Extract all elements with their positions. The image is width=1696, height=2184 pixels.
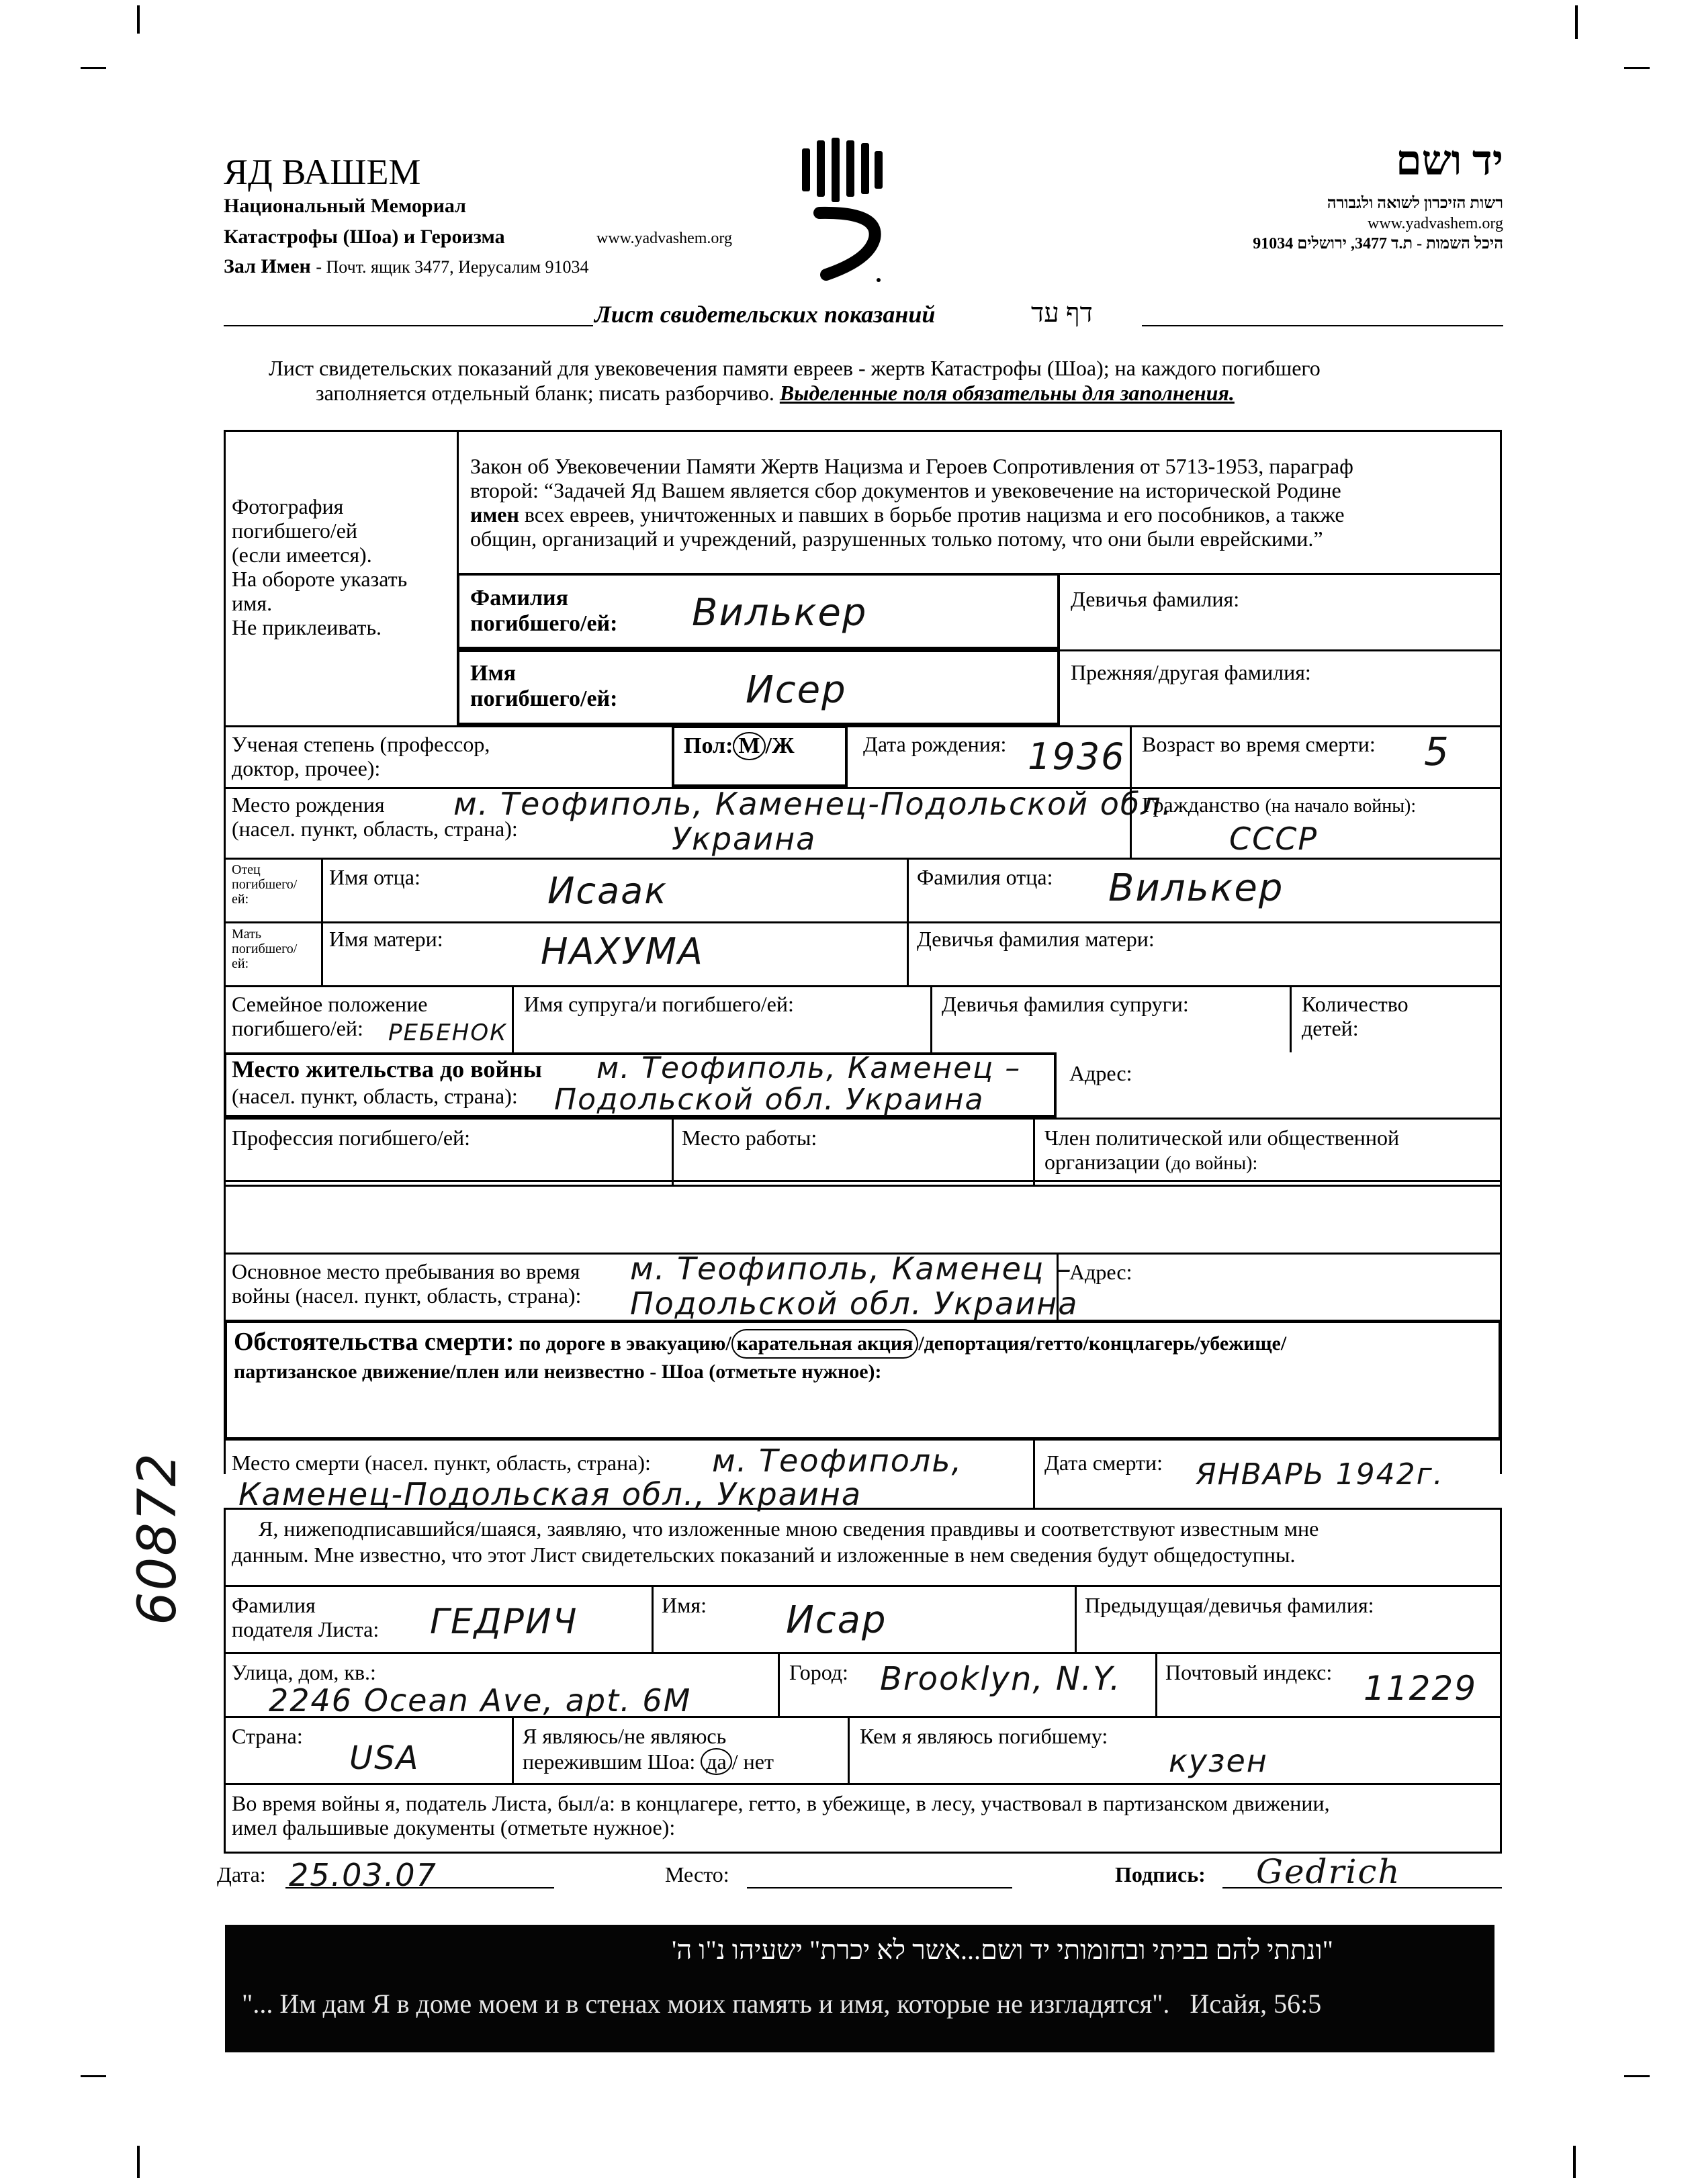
maiden-rule — [1060, 649, 1502, 651]
photo-instructions — [232, 494, 407, 639]
name-l2: погибшего/ей: — [470, 686, 618, 711]
hall-bold: Зал Имен — [224, 255, 311, 277]
member-l2: организации — [1044, 1150, 1160, 1174]
mother-side-3: ей: — [232, 956, 249, 971]
residence-label — [232, 1056, 542, 1109]
margin-number: 60872 — [128, 1451, 188, 1625]
profession-divider — [672, 1118, 674, 1185]
circ-opt-punitive-circled[interactable]: карательная акция — [731, 1329, 919, 1359]
zip-label: Почтовый индекс: — [1165, 1660, 1333, 1684]
photo-l3: (если имеется). — [232, 543, 372, 567]
spouse-maiden-label: Девичья фамилия супруги: — [942, 992, 1189, 1016]
circ-opt-c[interactable]: /депортация/гетто/концлагерь/убежище/ — [918, 1332, 1287, 1355]
survivor-divider — [848, 1716, 850, 1783]
dob-value: 1936 — [1028, 735, 1126, 778]
profession-label: Профессия погибшего/ей: — [232, 1126, 471, 1150]
father-name-value: Исаак — [547, 870, 668, 912]
he-line-2: רשות הזיכרון לשואה ולגבורה — [1327, 195, 1503, 212]
banner-hebrew: "ונתתי להם בביתי ובחומותי יד ושם...אשר לא יכרת" ישעיהו נ"ו ה' — [672, 1935, 1333, 1965]
father-surname-value: Вилькер — [1108, 866, 1284, 910]
prev-surname-label: Прежняя/другая фамилия: — [1071, 660, 1311, 684]
survivor-yes-circled[interactable]: да — [701, 1748, 731, 1775]
hall-of-names — [224, 255, 589, 278]
row-rule — [224, 1118, 1502, 1120]
cit-label — [1142, 792, 1416, 817]
form-title-he: דף עד — [1031, 298, 1093, 328]
death-place-label: Место смерти (насел. пункт, область, страна): — [232, 1451, 651, 1475]
signature[interactable]: Gedrich — [1256, 1852, 1401, 1891]
hall-address: - Почт. ящик 3477, Иерусалим 91034 — [316, 257, 589, 277]
dob-label: Дата рождения: — [863, 732, 1007, 756]
sex-female[interactable]: /Ж — [765, 733, 795, 758]
intro-text: заполняется отдельный бланк; писать разборчиво. — [316, 381, 774, 405]
death-date-label: Дата смерти: — [1044, 1451, 1163, 1475]
wartime-question — [232, 1791, 1330, 1839]
submitter-name-value: Исар — [786, 1598, 887, 1642]
survivor-field — [523, 1724, 774, 1775]
scan-mark — [137, 2146, 140, 2178]
street-divider — [778, 1652, 780, 1716]
surname-l1: Фамилия — [470, 586, 569, 610]
degree-l1: Ученая степень (профессор, — [232, 732, 490, 756]
yad-vashem-logo-icon — [799, 138, 887, 285]
row-rule — [224, 921, 1502, 923]
submitter-surname-value: ГЕДРИЧ — [430, 1602, 578, 1642]
mother-side-label — [232, 927, 297, 971]
row-rule — [224, 858, 1502, 860]
scan-mark — [1624, 2075, 1650, 2077]
children-divider — [1290, 985, 1292, 1052]
scan-mark — [81, 67, 106, 69]
workplace-divider — [1033, 1118, 1035, 1185]
mother-name-label: Имя матери: — [329, 927, 443, 951]
row-rule — [224, 1585, 1502, 1587]
country-divider — [512, 1716, 514, 1783]
circ-bold: Обстоятельства смерти: — [234, 1328, 515, 1356]
maiden-label: Девичья фамилия: — [1071, 587, 1240, 611]
spouse-divider — [930, 985, 932, 1052]
surname-value: Вилькер — [692, 591, 868, 635]
death-divider — [1033, 1441, 1035, 1508]
sex-male-circled[interactable]: М — [733, 732, 765, 760]
submitter-surname-l1: Фамилия — [232, 1593, 316, 1617]
death-place-value-1: м. Теофиполь, — [712, 1443, 963, 1479]
circ-l2: партизанское движение/плен или неизвестно - Шоа (отметьте нужное): — [234, 1361, 882, 1383]
marital-l1: Семейное положение — [232, 992, 428, 1016]
age-divider — [1130, 725, 1132, 787]
mother-name-value: НАХУМА — [541, 930, 704, 972]
wartime-divider — [1057, 1253, 1059, 1320]
org-name-ru: ЯД ВАШЕМ — [224, 152, 421, 192]
father-side-2: погибшего/ — [232, 877, 298, 892]
wartime-value-1: м. Теофиполь, Каменец – — [630, 1250, 1073, 1287]
member-l1: Член политической или общественной — [1044, 1126, 1400, 1150]
scan-mark — [1624, 67, 1650, 69]
cit-value: СССР — [1229, 821, 1319, 857]
surname-label — [470, 586, 617, 637]
residence-l1: Место жительства до войны — [232, 1056, 542, 1083]
intro-line-1: Лист свидетельских показаний для увековечения памяти евреев - жертв Катастрофы (Шоа); на каждого погибшего — [269, 356, 1321, 380]
children-l1: Количество — [1302, 992, 1409, 1016]
circumstances-text — [234, 1328, 1497, 1385]
pob-l2: (насел. пункт, область, страна): — [232, 817, 518, 841]
member-label — [1044, 1126, 1399, 1175]
mother-side-1: Мать — [232, 927, 262, 942]
children-l2: детей: — [1302, 1016, 1359, 1040]
workplace-label: Место работы: — [682, 1126, 817, 1150]
pob-value-1: м. Теофиполь, Каменец-Подольской обл. — [453, 786, 1173, 822]
org-line-3: Катастрофы (Шоа) и Героизма — [224, 226, 505, 248]
marital-l2: погибшего/ей: — [232, 1016, 363, 1040]
marital-divider — [512, 985, 514, 1052]
photo-l6: Не приклеивать. — [232, 615, 382, 639]
date-value[interactable]: 25.03.07 — [289, 1857, 437, 1893]
submitter-divider — [652, 1585, 654, 1652]
scan-mark — [1575, 5, 1578, 39]
surname-l2: погибшего/ей: — [470, 611, 618, 636]
row-rule — [224, 1652, 1502, 1654]
pob-l1: Место рождения — [232, 792, 385, 817]
url-left: www.yadvashem.org — [596, 230, 732, 247]
cit-label-small: (на начало войны): — [1265, 796, 1417, 817]
law-l3 — [470, 502, 1498, 527]
father-surname-label: Фамилия отца: — [917, 865, 1053, 889]
name-label — [470, 661, 617, 712]
wartime-address-label: Адрес: — [1069, 1260, 1132, 1284]
circ-opt-a[interactable]: по дороге в эвакуацию/ — [514, 1332, 731, 1355]
country-value: USA — [349, 1739, 420, 1777]
declaration-line-2: данным. Мне известно, что этот Лист свидетельских показаний и изложенные в нем сведения будут общедоступны. — [232, 1543, 1296, 1567]
scan-mark — [81, 2075, 106, 2077]
wartime-l1: Основное место пребывания во время — [232, 1259, 580, 1283]
submitter-prev-label: Предыдущая/девичья фамилия: — [1085, 1593, 1374, 1617]
date-label: Дата: — [217, 1862, 266, 1886]
photo-l4: На обороте указать — [232, 567, 408, 591]
banner-russian: "... Им дам Я в доме моем и в стенах моих память и имя, которые не изгладятся". Исайя, 56:5 — [242, 1989, 1322, 2019]
url-right: www.yadvashem.org — [1368, 215, 1503, 232]
submitter-divider-2 — [1075, 1585, 1077, 1652]
death-place-value-2: Каменец-Подольская обл., Украина — [238, 1476, 862, 1512]
scan-mark — [1573, 2146, 1576, 2178]
wartime-label — [232, 1259, 581, 1308]
relation-value: кузен — [1169, 1743, 1268, 1779]
law-l3-rest: всех евреев, уничтоженных и павших в борьбе против нацизма и его пособников, а также — [519, 502, 1345, 527]
residence-value-2: Подольской обл. Украина — [554, 1083, 985, 1117]
cit-divider — [1130, 787, 1132, 858]
wartime-q1: Во время войны я, податель Листа, был/а: в концлагере, гетто, в убежище, в лесу, участвовал в партизанском движении, — [232, 1791, 1330, 1815]
wartime-value-2: Подольской обл. Украина — [630, 1285, 1079, 1322]
street-value: 2246 Ocean Ave, apt. 6M — [269, 1682, 692, 1719]
law-l1: Закон об Увековечении Памяти Жертв Нацизма и Героев Сопротивления от 5713-1953, параграф — [470, 454, 1353, 478]
law-l2: второй: “Задачей Яд Вашем является сбор документов и увековечение на исторической Родине — [470, 478, 1341, 502]
law-text — [470, 454, 1498, 551]
photo-l1: Фотография — [232, 494, 344, 518]
photo-l5: имя. — [232, 591, 273, 615]
photo-l2: погибшего/ей — [232, 518, 358, 543]
degree-l2: доктор, прочее): — [232, 756, 381, 780]
survivor-no[interactable]: / нет — [731, 1749, 774, 1774]
name-l1: Имя — [470, 661, 516, 686]
form-title: Лист свидетельских показаний — [594, 301, 936, 328]
marital-value: РЕБЕНОК — [388, 1019, 508, 1046]
title-rule-right — [1142, 325, 1503, 326]
wartime-l2: войны (насел. пункт, область, страна): — [232, 1283, 582, 1308]
org-line-2: Национальный Мемориал — [224, 195, 466, 217]
row-rule — [224, 1783, 1502, 1785]
sign-label: Подпись: — [1115, 1862, 1206, 1886]
law-l4: общин, организаций и учреждений, разрушенных только потому, что они были еврейскими.” — [470, 527, 1323, 551]
country-label: Страна: — [232, 1724, 303, 1748]
age-value: 5 — [1424, 729, 1450, 774]
declaration-line-1: Я, нижеподписавшийся/шаяся, заявляю, что изложенные мною сведения правдивы и соответствуют известным мне — [259, 1516, 1319, 1541]
city-label: Город: — [789, 1660, 848, 1684]
title-rule-left — [224, 325, 593, 326]
place-label: Место: — [665, 1862, 729, 1886]
submitter-name-label: Имя: — [662, 1593, 707, 1617]
relation-label: Кем я являюсь погибшему: — [860, 1724, 1108, 1748]
survivor-l2: пережившим Шоа: — [523, 1749, 696, 1774]
degree-label — [232, 732, 490, 780]
place-line[interactable] — [747, 1887, 1012, 1889]
death-date-value: ЯНВАРЬ 1942г. — [1196, 1457, 1444, 1492]
city-value: Brooklyn, N.Y. — [880, 1660, 1122, 1698]
name-value: Исер — [746, 668, 847, 712]
residence-l2: (насел. пункт, область, страна): — [232, 1084, 518, 1108]
survivor-l1: Я являюсь/не являюсь — [523, 1724, 727, 1748]
age-label: Возраст во время смерти: — [1142, 732, 1376, 756]
member-small: (до войны): — [1165, 1153, 1258, 1174]
law-names: имен — [470, 502, 519, 527]
zip-value: 11229 — [1364, 1669, 1478, 1708]
cit-label-text: Гражданство — [1142, 792, 1260, 817]
address-label: Адрес: — [1069, 1061, 1132, 1085]
street-label: Улица, дом, кв.: — [232, 1660, 376, 1684]
father-side-label — [232, 862, 297, 907]
org-name-he: יד ושם — [1395, 138, 1503, 184]
father-side-1: Отец — [232, 862, 261, 877]
submitter-surname-label — [232, 1593, 379, 1641]
spouse-label: Имя супруга/и погибшего/ей: — [524, 992, 794, 1016]
residence-value-1: м. Теофиполь, Каменец – — [596, 1051, 1022, 1085]
sex-field — [684, 732, 795, 760]
row-rule — [224, 725, 1502, 727]
row-rule — [224, 1185, 1502, 1187]
submitter-surname-l2: подателя Листа: — [232, 1617, 380, 1641]
row-rule — [224, 1716, 1502, 1718]
father-name-label: Имя отца: — [329, 865, 420, 889]
intro-line-2 — [316, 381, 1235, 405]
he-line-4: היכל השמות - ת.ד 3477, ירושלים 91034 — [1253, 235, 1503, 253]
intro-required: Выделенные поля обязательны для заполнения. — [779, 381, 1235, 405]
mother-maiden-label: Девичья фамилия матери: — [917, 927, 1155, 951]
mother-side-2: погибшего/ — [232, 942, 298, 956]
scan-mark — [137, 5, 140, 34]
children-label — [1302, 992, 1409, 1040]
father-side-3: ей: — [232, 892, 249, 907]
city-divider — [1155, 1652, 1157, 1716]
wartime-q2: имел фальшивые документы (отметьте нужное): — [232, 1815, 676, 1839]
sex-label: Пол: — [684, 733, 733, 758]
row-rule — [224, 985, 1502, 987]
pob-value-2: Украина — [672, 821, 817, 857]
